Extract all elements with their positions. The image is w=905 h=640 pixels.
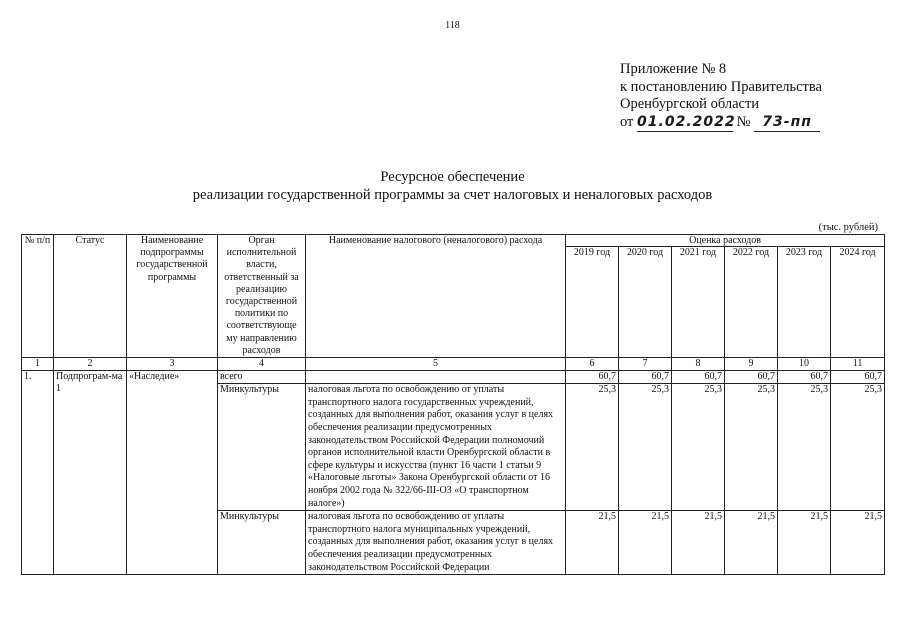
- row-value: 60,7: [672, 371, 725, 384]
- row-num: 1.: [22, 371, 54, 575]
- header-year: 2020 год: [619, 247, 672, 358]
- title-line-1: Ресурсное обеспечение: [380, 169, 525, 185]
- header-estimate: Оценка расходов: [566, 235, 885, 247]
- document-title: [0, 168, 905, 204]
- row-organ: Минкультуры: [218, 384, 306, 511]
- column-number: 5: [306, 358, 566, 371]
- header-expense: Наименование налогового (неналогового) расхода: [306, 235, 566, 358]
- header-organ: Орган исполнительной власти, ответственный за реализацию государственной политики по соответствующе му направлению расходов: [218, 235, 306, 358]
- header-year: 2024 год: [831, 247, 885, 358]
- column-number: 4: [218, 358, 306, 371]
- row-value: 60,7: [725, 371, 778, 384]
- row-value: 21,5: [566, 511, 619, 575]
- row-subprogram: «Наследие»: [127, 371, 218, 575]
- row-status: Подпрограм-ма 1: [54, 371, 127, 575]
- header-year: 2023 год: [778, 247, 831, 358]
- resource-table: [21, 234, 885, 575]
- header-year: 2021 год: [672, 247, 725, 358]
- units-label: (тыс. рублей): [818, 222, 878, 233]
- row-organ: Минкультуры: [218, 511, 306, 575]
- page-number: 118: [445, 20, 460, 31]
- column-number: 6: [566, 358, 619, 371]
- column-number: 2: [54, 358, 127, 371]
- column-number: 9: [725, 358, 778, 371]
- handwritten-date: 01.02.2022: [637, 114, 733, 133]
- column-number: 3: [127, 358, 218, 371]
- appendix-line-1: Приложение № 8: [620, 61, 727, 77]
- column-number: 1: [22, 358, 54, 371]
- column-number: 10: [778, 358, 831, 371]
- handwritten-number: 73-пп: [754, 114, 820, 133]
- column-number: 11: [831, 358, 885, 371]
- appendix-block: [620, 61, 822, 132]
- appendix-line-3: Оренбургской области: [620, 96, 760, 112]
- column-number: 7: [619, 358, 672, 371]
- row-expense: [306, 371, 566, 384]
- row-value: 21,5: [778, 511, 831, 575]
- column-number-row: [22, 358, 885, 371]
- header-subprogram: Наименование подпрограммы государственной программы: [127, 235, 218, 358]
- appendix-line-2: к постановлению Правительства: [620, 78, 822, 95]
- from-label: от: [620, 113, 634, 130]
- row-value: 25,3: [672, 384, 725, 511]
- row-value: 25,3: [725, 384, 778, 511]
- row-value: 21,5: [619, 511, 672, 575]
- row-value: 60,7: [778, 371, 831, 384]
- row-value: 60,7: [566, 371, 619, 384]
- row-value: 21,5: [725, 511, 778, 575]
- row-value: 25,3: [778, 384, 831, 511]
- header-year: 2019 год: [566, 247, 619, 358]
- header-status: Статус: [54, 235, 127, 358]
- row-value: 25,3: [619, 384, 672, 511]
- number-label: №: [736, 113, 751, 130]
- row-value: 25,3: [566, 384, 619, 511]
- row-value: 25,3: [831, 384, 885, 511]
- title-line-2: реализации государственной программы за счет налоговых и неналоговых расходов: [192, 187, 713, 203]
- row-value: 60,7: [619, 371, 672, 384]
- row-value: 60,7: [831, 371, 885, 384]
- header-num: № п/п: [22, 235, 54, 358]
- row-expense: налоговая льгота по освобождению от уплаты транспортного налога муниципальных учреждений, созданных для выполнения работ, оказания услуг в целях обеспечения реализации предусмотренных законодательством Российской Федерации: [306, 511, 566, 575]
- row-value: 21,5: [672, 511, 725, 575]
- row-value: 21,5: [831, 511, 885, 575]
- appendix-date-line: [620, 114, 822, 133]
- row-expense: налоговая льгота по освобождению от уплаты транспортного налога государственных учреждений, созданных для выполнения работ, оказания услуг в целях обеспечения реализации предусмотренных законодательством Российской Федерации полномочий органов исполнительной власти Оренбургской области в сфере культуры и искусства (пункт 16 части 1 статьи 9 «Налоговые льготы» Закона Оренбургской области от 16 ноября 2002 года № 322/66-III-ОЗ «О транспортном налоге»): [306, 384, 566, 511]
- header-year: 2022 год: [725, 247, 778, 358]
- row-organ: всего: [218, 371, 306, 384]
- column-number: 8: [672, 358, 725, 371]
- table-row: [22, 371, 885, 384]
